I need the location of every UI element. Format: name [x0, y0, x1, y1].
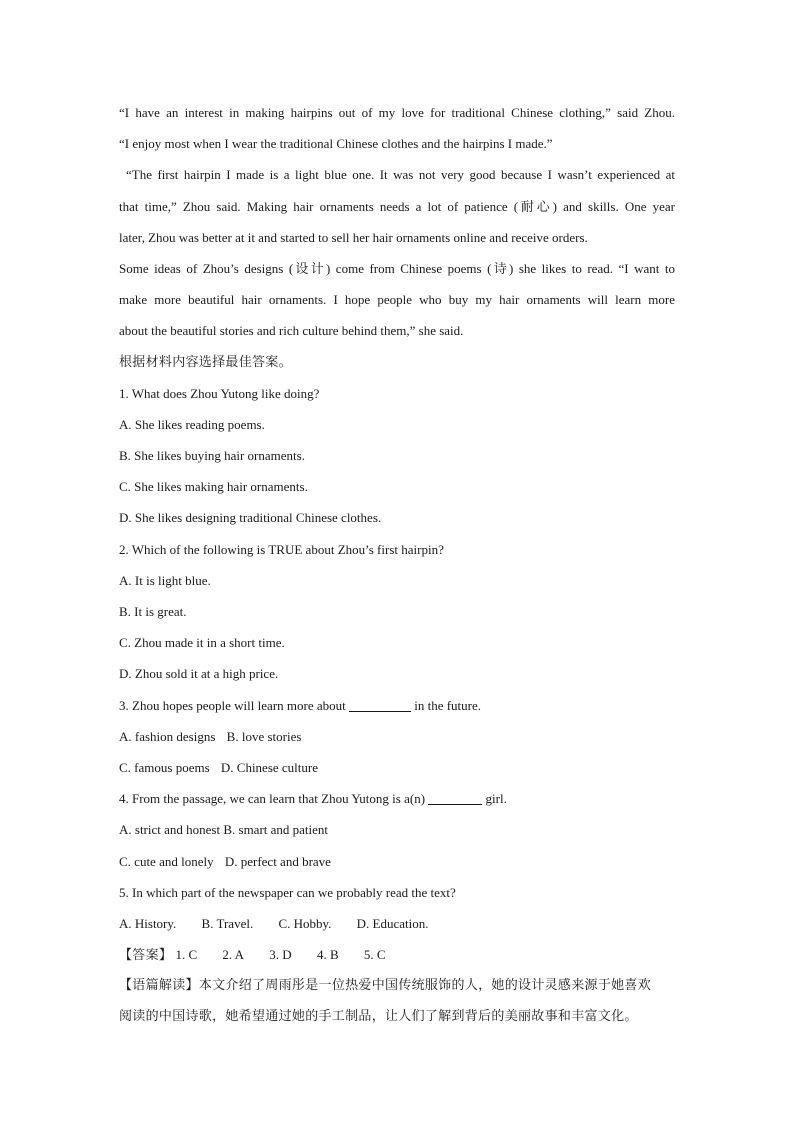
interpretation-text: 本文介绍了周雨彤是一位热爱中国传统服饰的人，她的设计灵感来源于她喜欢 — [198, 978, 652, 994]
answer-1: 1. C — [175, 947, 198, 963]
answer-blank — [428, 790, 482, 805]
option-row — [119, 725, 675, 756]
question-stem — [119, 787, 675, 818]
interpretation-label: 【语篇解读】 — [119, 978, 199, 994]
interpretation-line — [119, 974, 675, 1005]
question-stem-start: 3. Zhou hopes people will learn more about — [119, 697, 346, 713]
passage-line: “The first hairpin I made is a light blue one. It was not very good because I wasn’t experienced at — [126, 167, 675, 183]
passage — [119, 101, 675, 351]
passage-line: about the beautiful stories and rich culture behind them,” she said. — [119, 323, 464, 339]
document-body — [119, 101, 675, 1037]
option-b: B. love stories — [226, 728, 302, 744]
option-c: C. Hobby. — [278, 915, 332, 931]
option-a: A. History. — [119, 915, 177, 931]
option-b: B. It is great. — [119, 604, 187, 619]
instruction: 根据材料内容选择最佳答案。 — [119, 354, 292, 370]
answer-2: 2. A — [222, 947, 245, 963]
answer-key — [119, 943, 675, 974]
interpretation — [119, 974, 675, 1036]
option-a: A. fashion designs — [119, 728, 216, 744]
option-b: B. smart and patient — [223, 822, 329, 838]
interpretation-line: 阅读的中国诗歌，她希望通过她的手工制品，让人们了解到背后的美丽故事和丰富文化。 — [119, 1009, 638, 1025]
option-d: D. perfect and brave — [224, 853, 331, 869]
option-row — [119, 850, 675, 881]
option-c: C. Zhou made it in a short time. — [119, 635, 285, 651]
option-c: C. famous poems — [119, 759, 210, 775]
option-d: D. Education. — [356, 915, 429, 931]
question-4 — [119, 787, 675, 881]
option-d: D. She likes designing traditional Chinese clothes. — [119, 510, 382, 526]
question-stem: 5. In which part of the newspaper can we probably read the text? — [119, 884, 456, 900]
question-3 — [119, 694, 675, 788]
option-b: B. She likes buying hair ornaments. — [119, 448, 305, 464]
passage-line: “I have an interest in making hairpins out of my love for traditional Chinese clothing,” said Zhou. — [119, 105, 675, 120]
question-2 — [119, 538, 675, 694]
option-row — [119, 756, 675, 787]
option-a: A. It is light blue. — [119, 572, 211, 588]
answer-4: 4. B — [316, 947, 339, 963]
option-c: C. cute and lonely — [119, 853, 214, 869]
answer-blank — [349, 697, 411, 712]
passage-line: make more beautiful hair ornaments. I hope people who buy my hair ornaments will learn more — [119, 292, 675, 308]
question-stem-end: in the future. — [414, 697, 482, 713]
question-stem: 2. Which of the following is TRUE about Zhou’s first hairpin? — [119, 541, 444, 557]
option-a: A. strict and honest — [119, 822, 221, 838]
passage-line: “I enjoy most when I wear the traditional Chinese clothes and the hairpins I made.” — [119, 136, 553, 152]
option-a: A. She likes reading poems. — [119, 416, 265, 432]
answer-5: 5. C — [363, 947, 386, 963]
option-row — [119, 818, 675, 849]
passage-line: Some ideas of Zhou’s designs (设计) come from Chinese poems (诗) she likes to read. “I want to — [119, 260, 675, 276]
option-d: D. Chinese culture — [220, 759, 319, 775]
question-stem: 1. What does Zhou Yutong like doing? — [119, 385, 320, 401]
passage-line: later, Zhou was better at it and started to sell her hair ornaments online and receive orders. — [119, 229, 588, 245]
option-b: B. Travel. — [201, 915, 254, 931]
option-d: D. Zhou sold it at a high price. — [119, 666, 279, 682]
answer-label: 【答案】 — [119, 948, 173, 964]
option-c: C. She likes making hair ornaments. — [119, 479, 308, 495]
question-5 — [119, 881, 675, 943]
passage-line: that time,” Zhou said. Making hair ornaments needs a lot of patience (耐心) and skills. One year — [119, 198, 675, 214]
question-stem-end: girl. — [485, 791, 507, 807]
question-stem-start: 4. From the passage, we can learn that Zhou Yutong is a(n) — [119, 791, 426, 807]
option-row — [119, 912, 675, 943]
question-1 — [119, 382, 675, 538]
question-stem — [119, 694, 675, 725]
answer-3: 3. D — [269, 947, 292, 963]
